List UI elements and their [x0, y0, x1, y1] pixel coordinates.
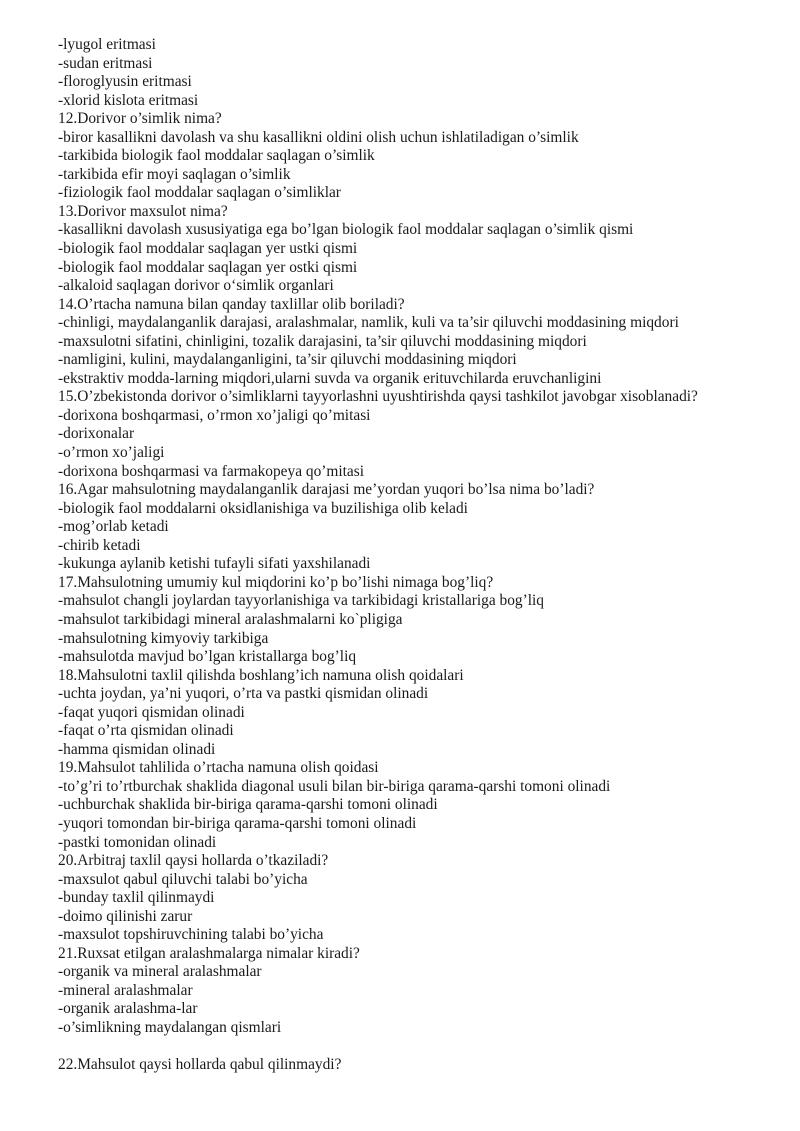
- text-line: -kasallikni davolash xususiyatiga ega bo’lgan biologik faol moddalar saqlagan o’simlik qismi: [58, 221, 634, 239]
- text-line: -fiziologik faol moddalar saqlagan o’simliklar: [58, 184, 341, 202]
- text-line: -maxsulot qabul qiluvchi talabi bo’yicha: [58, 870, 308, 888]
- text-line: 13.Dorivor maxsulot nima?: [58, 202, 228, 220]
- text-line: -tarkibida biologik faol moddalar saqlagan o’simlik: [58, 147, 375, 165]
- text-line: 16.Agar mahsulotning maydalanganlik darajasi me’yordan yuqori bo’lsa nima bo’ladi?: [58, 481, 595, 499]
- text-line: -bunday taxlil qilinmaydi: [58, 889, 215, 907]
- text-line: -tarkibida efir moyi saqlagan o’simlik: [58, 165, 291, 183]
- text-line: -mahsulot tarkibidagi mineral aralashmalarni ko`pligiga: [58, 610, 403, 628]
- text-line: -organik aralashma-lar: [58, 1000, 198, 1018]
- text-line: -faqat o’rta qismidan olinadi: [58, 722, 234, 740]
- text-line: -maxsulot topshiruvchining talabi bo’yicha: [58, 926, 324, 944]
- text-line: -biologik faol moddalar saqlagan yer ustki qismi: [58, 240, 358, 258]
- text-line: -namligini, kulini, maydalanganligini, ta’sir qiluvchi moddasining miqdori: [58, 351, 517, 369]
- text-line: -uchta joydan, ya’ni yuqori, o’rta va pastki qismidan olinadi: [58, 685, 429, 703]
- text-line: -mog’orlab ketadi: [58, 518, 169, 536]
- text-line: 15.O’zbekistonda dorivor o’simliklarni tayyorlashni uyushtirishda qaysi tashkilot javobgar xisoblanadi?: [58, 388, 698, 406]
- text-line: -organik va mineral aralashmalar: [58, 963, 262, 981]
- text-line: -chirib ketadi: [58, 536, 141, 554]
- text-line: -uchburchak shaklida bir-biriga qarama-qarshi tomoni olinadi: [58, 796, 438, 814]
- text-line: -doimo qilinishi zarur: [58, 907, 193, 925]
- text-line: 12.Dorivor o’simlik nima?: [58, 110, 222, 128]
- text-line: -ekstraktiv modda-larning miqdori,ularni suvda va organik erituvchilarda eruvchanligini: [58, 369, 602, 387]
- text-line: -floroglyusin eritmasi: [58, 73, 192, 91]
- text-line: -dorixonalar: [58, 425, 135, 443]
- text-line: -biologik faol moddalarni oksidlanishiga va buzilishiga olib keladi: [58, 499, 468, 517]
- text-line: -to’g’ri to’rtburchak shaklida diagonal usuli bilan bir-biriga qarama-qarshi tomoni olinadi: [58, 777, 611, 795]
- text-line: -mahsulotda mavjud bo’lgan kristallarga bog’liq: [58, 648, 357, 666]
- question-22: 22.Mahsulot qaysi hollarda qabul qilinmaydi?: [58, 1056, 342, 1074]
- text-line: -yuqori tomondan bir-biriga qarama-qarshi tomoni olinadi: [58, 814, 417, 832]
- text-line: 21.Ruxsat etilgan aralashmalarga nimalar kiradi?: [58, 944, 360, 962]
- text-line: -sudan eritmasi: [58, 54, 153, 72]
- text-line: 14.O’rtacha namuna bilan qanday taxlillar olib boriladi?: [58, 295, 405, 313]
- text-line: -maxsulotni sifatini, chinligini, tozalik darajasini, ta’sir qiluvchi moddasining miqdori: [58, 332, 587, 350]
- text-line: -dorixona boshqarmasi, o’rmon xo’jaligi qo’mitasi: [58, 406, 371, 424]
- text-line: -xlorid kislota eritmasi: [58, 91, 199, 109]
- text-line: -dorixona boshqarmasi va farmakopeya qo’mitasi: [58, 462, 365, 480]
- text-line: -o’simlikning maydalangan qismlari: [58, 1018, 282, 1036]
- text-line: 19.Mahsulot tahlilida o’rtacha namuna olish qoidasi: [58, 759, 379, 777]
- text-line: 17.Mahsulotning umumiy kul miqdorini ko’p bo’lishi nimaga bog’liq?: [58, 573, 494, 591]
- text-line: 18.Mahsulotni taxlil qilishda boshlang’ich namuna olish qoidalari: [58, 666, 464, 684]
- text-line: -faqat yuqori qismidan olinadi: [58, 703, 245, 721]
- text-line: -hamma qismidan olinadi: [58, 740, 216, 758]
- text-line: -mineral aralashmalar: [58, 981, 193, 999]
- text-line: -pastki tomonidan olinadi: [58, 833, 217, 851]
- text-line: -mahsulotning kimyoviy tarkibiga: [58, 629, 269, 647]
- text-line: -alkaloid saqlagan dorivor o‘simlik organlari: [58, 277, 334, 295]
- text-line: -biologik faol moddalar saqlagan yer ostki qismi: [58, 258, 358, 276]
- text-line: -lyugol eritmasi: [58, 36, 156, 53]
- text-line: -kukunga aylanib ketishi tufayli sifati yaxshilanadi: [58, 555, 371, 573]
- text-line: -mahsulot changli joylardan tayyorlanishiga va tarkibidagi kristallariga bog’liq: [58, 592, 544, 610]
- text-line: 20.Arbitraj taxlil qaysi hollarda o’tkaziladi?: [58, 852, 329, 870]
- text-line: -o’rmon xo’jaligi: [58, 444, 165, 462]
- text-line: -chinligi, maydalanganlik darajasi, aralashmalar, namlik, kuli va ta’sir qiluvchi moddasining miqdori: [58, 314, 679, 332]
- question-list: [58, 36, 778, 1038]
- paragraph-gap: [58, 1038, 778, 1057]
- document-page: [58, 36, 778, 1075]
- text-line: -biror kasallikni davolash va shu kasallikni oldini olish uchun ishlatiladigan o’simlik: [58, 128, 579, 146]
